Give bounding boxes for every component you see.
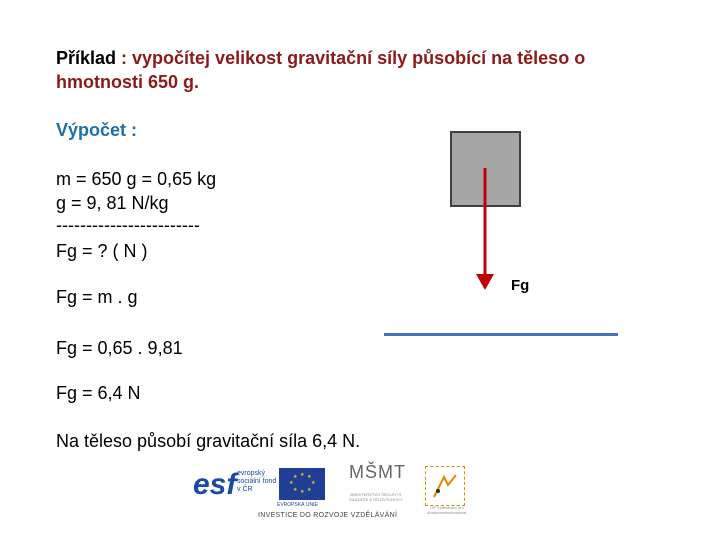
calculation-heading: Výpočet : [56,120,138,140]
result: Fg = 6,4 N [56,383,141,403]
op-logo-icon [426,467,464,505]
eu-flag-logo: ★ ★ ★ ★ ★ ★ ★ ★ [279,468,325,500]
separator-line: ------------------------ [56,215,200,235]
task-lead: Příklad [56,48,117,68]
ground-line [384,333,618,336]
given-mass: m = 650 g = 0,65 kg [56,169,217,189]
msmt-logo [341,462,411,506]
msmt-text: MINISTERSTVO ŠKOLSTVÍ, MLÁDEŽE A TĚLOVÝCHOVY [349,492,403,502]
gravity-force-arrow [470,160,500,300]
op-text: OP Vzdělávání pro konkurenceschopnost [427,505,467,515]
substitution: Fg = 0,65 . 9,81 [56,338,183,358]
esf-mark: esf [193,468,237,501]
footer-logos [193,460,473,526]
formula: Fg = m . g [56,287,138,307]
eu-caption: EVROPSKÁ UNIE [277,502,318,508]
unknown-force: Fg = ? ( N ) [56,241,148,261]
esf-logo [193,466,275,508]
op-vk-logo [425,466,467,515]
task-statement [56,46,656,94]
footer-caption: INVESTICE DO ROZVOJE VZDĚLÁVÁNÍ [258,512,398,519]
force-label: Fg [511,277,530,294]
given-gravity: g = 9, 81 N/kg [56,193,169,213]
msmt-mark: MŠMT [349,462,406,482]
conclusion: Na těleso působí gravitační síla 6,4 N. [56,431,361,451]
esf-text: evropský sociální fond v ČR [237,470,277,493]
task-text: : vypočítej velikost gravitační síly působící na těleso o hmotnosti 650 g. [56,48,586,92]
